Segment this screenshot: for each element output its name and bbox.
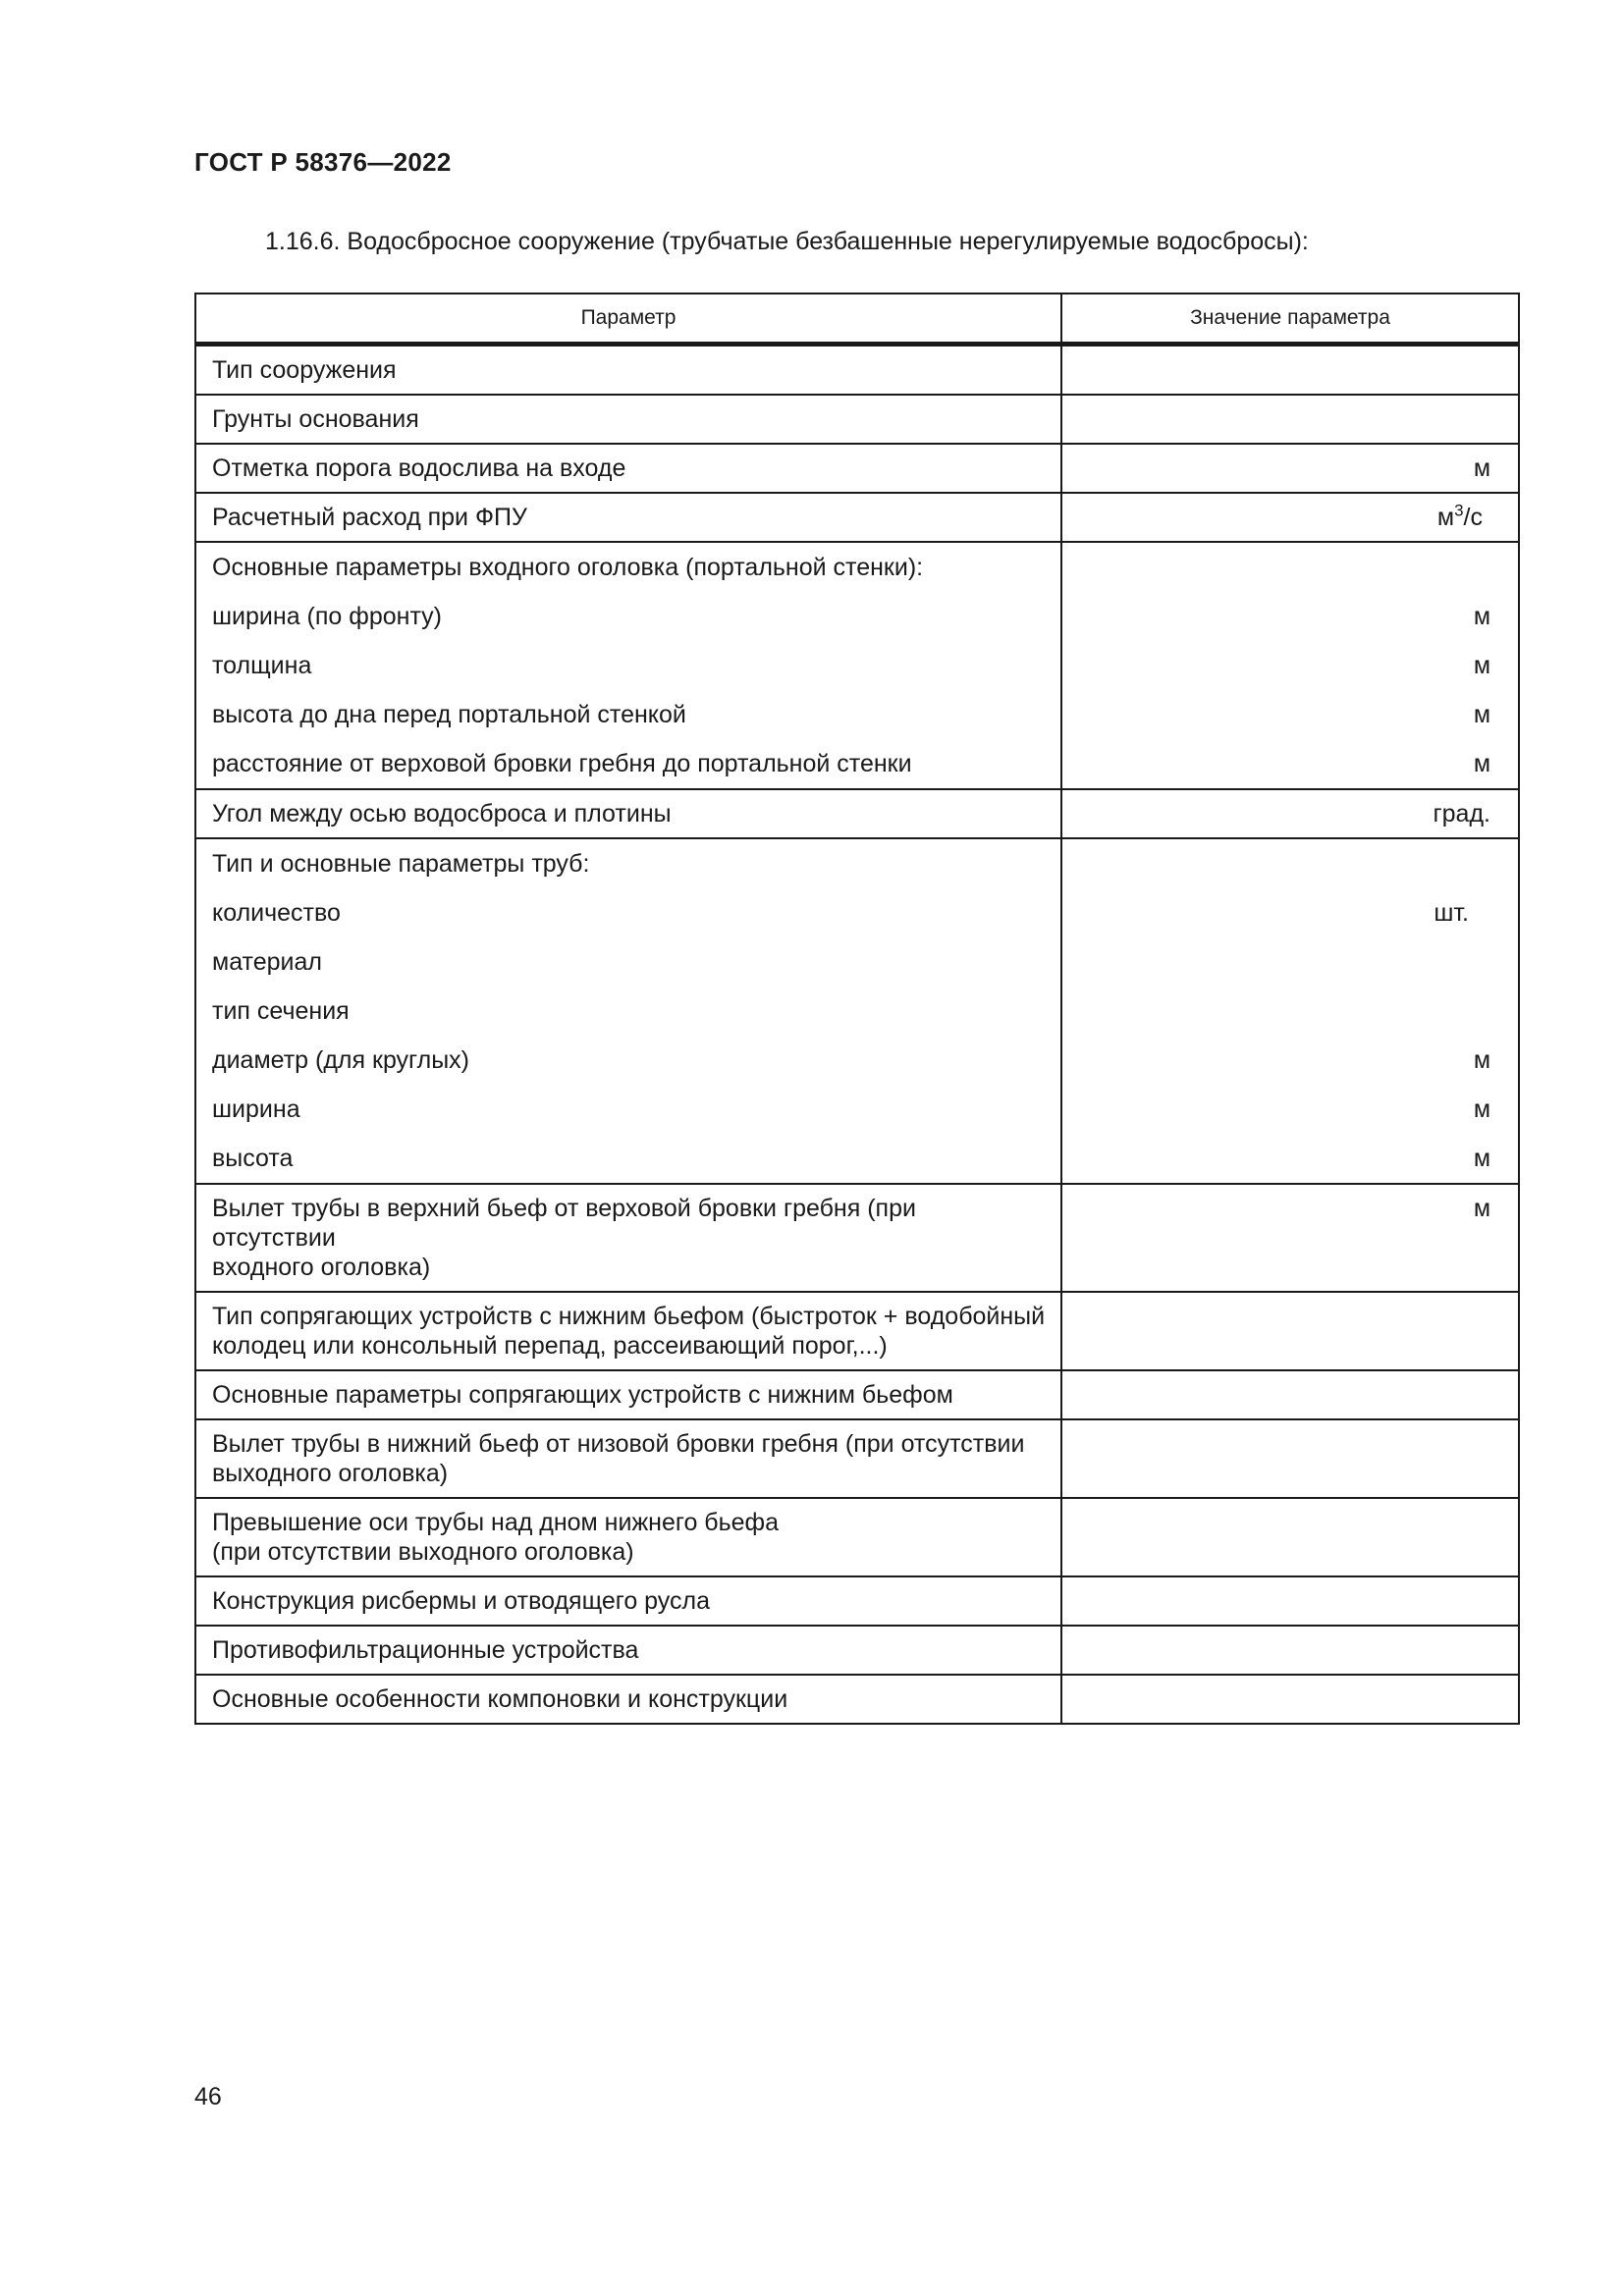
unit-line: м [1473,652,1490,679]
unit-line: м [1473,1145,1490,1172]
group-item: диаметр (для круглых) [212,1046,470,1074]
unit-line: м [1473,750,1490,777]
param-line: колодец или консольный перепад, рассеивающий порог,...) [212,1332,888,1360]
unit-superscript: 3 [1454,501,1464,520]
group-item: расстояние от верховой бровки гребня до портальной стенки [212,750,912,777]
table-row [195,444,1519,493]
table-row [195,1370,1519,1419]
unit-group-cell [1061,542,1519,789]
group-item: ширина [212,1095,300,1123]
unit-line [1062,839,1518,888]
table-row [195,1498,1519,1576]
group-item: материал [212,948,322,976]
unit-line [1062,987,1518,1036]
table-row [195,789,1519,838]
param-line: Тип сопрягающих устройств с нижним бьефом (быстроток + водобойный [212,1303,1046,1330]
group-title: Основные параметры входного оголовка (портальной стенки): [212,554,924,581]
param-cell: Основные особенности компоновки и конструкции [195,1675,1061,1724]
parameters-table [194,293,1520,1725]
table-row [195,493,1519,542]
value-cell [1061,1370,1519,1419]
table-row [195,395,1519,444]
param-line: Превышение оси трубы над дном нижнего бьефа [212,1509,780,1536]
unit-cell: м [1061,1184,1519,1292]
value-cell [1061,345,1519,396]
table-row [195,1626,1519,1675]
group-title: Тип и основные параметры труб: [212,850,590,878]
value-cell [1061,1292,1519,1370]
param-group-cell [195,542,1061,789]
param-line: входного оголовка) [212,1254,431,1281]
table-row-group [195,542,1519,789]
unit-cell [1061,493,1519,542]
value-cell [1061,1498,1519,1576]
param-cell [195,1184,1061,1292]
param-cell: Противофильтрационные устройства [195,1626,1061,1675]
unit-tail: /с [1463,504,1483,531]
value-cell [1061,1576,1519,1626]
value-cell [1061,1675,1519,1724]
param-line: Вылет трубы в нижний бьеф от низовой бровки гребня (при отсутствии [212,1430,1025,1458]
table-header-row [195,294,1519,345]
param-cell: Отметка порога водослива на входе [195,444,1061,493]
param-cell: Основные параметры сопрягающих устройств с нижним бьефом [195,1370,1061,1419]
group-item: высота [212,1145,294,1172]
unit-line [1062,937,1518,987]
table-row-group [195,838,1519,1184]
group-item: количество [212,899,341,927]
param-cell [195,1498,1061,1576]
value-cell [1061,1626,1519,1675]
unit-line: м [1473,1095,1490,1123]
page-number: 46 [194,2083,222,2110]
value-cell [1061,395,1519,444]
table-row [195,1292,1519,1370]
group-item: ширина (по фронту) [212,603,442,630]
unit-cell: м [1061,444,1519,493]
group-item: толщина [212,652,312,679]
table-row [195,1184,1519,1292]
param-cell: Тип сооружения [195,345,1061,396]
table-row [195,1576,1519,1626]
param-cell: Угол между осью водосброса и плотины [195,789,1061,838]
table-row [195,1675,1519,1724]
document-header: ГОСТ Р 58376—2022 [194,147,452,177]
value-cell [1061,1419,1519,1498]
table-row [195,1419,1519,1498]
unit-line: м [1473,603,1490,630]
group-item: тип сечения [212,997,350,1025]
unit-line: м [1473,1046,1490,1074]
param-line: (при отсутствии выходного оголовка) [212,1538,634,1566]
param-cell: Грунты основания [195,395,1061,444]
section-caption: 1.16.6. Водосбросное сооружение (трубчатые безбашенные нерегулируемые водосбросы): [265,228,1309,255]
param-cell: Расчетный расход при ФПУ [195,493,1061,542]
column-header-parameter: Параметр [195,294,1061,345]
table-row [195,345,1519,396]
unit-base: м [1436,504,1455,531]
unit-line: шт. [1434,899,1469,927]
param-group-cell [195,838,1061,1184]
column-header-value: Значение параметра [1061,294,1519,345]
unit-cell: град. [1061,789,1519,838]
param-line: Вылет трубы в верхний бьеф от верховой бровки гребня (при отсутствии [212,1195,916,1252]
unit-line [1062,543,1518,592]
unit-line: м [1473,701,1490,728]
param-cell [195,1292,1061,1370]
unit-group-cell [1061,838,1519,1184]
param-line: выходного оголовка) [212,1460,449,1487]
param-cell [195,1419,1061,1498]
param-cell: Конструкция рисбермы и отводящего русла [195,1576,1061,1626]
group-item: высота до дна перед портальной стенкой [212,701,686,728]
